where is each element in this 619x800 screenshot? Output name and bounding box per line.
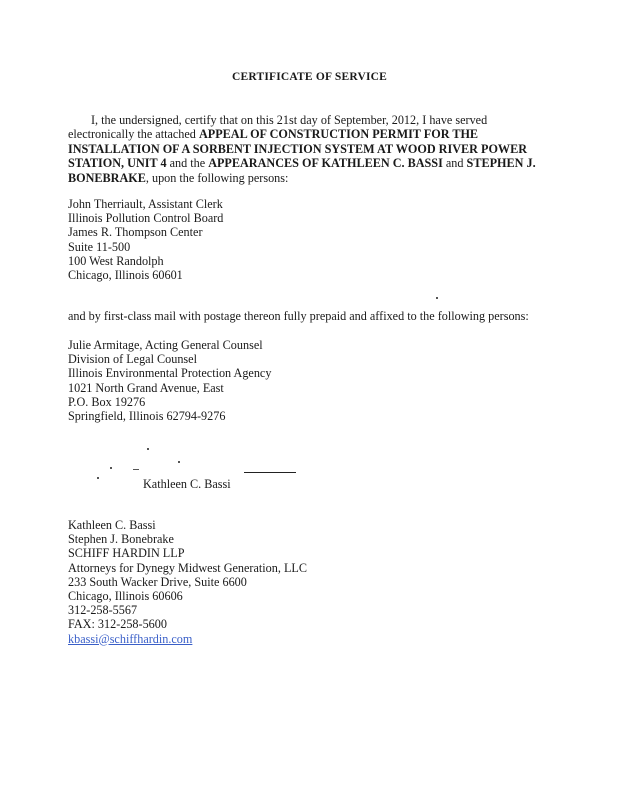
scan-speck — [97, 477, 99, 479]
attorney-line: FAX: 312-258-5600 — [68, 617, 167, 632]
address-line: Illinois Pollution Control Board — [68, 211, 224, 226]
attorney-line: Stephen J. Bonebrake — [68, 532, 174, 547]
intro-appearance-bonebrake: STEPHEN J. BONEBRAKE — [68, 156, 536, 185]
scan-speck — [133, 469, 139, 470]
intro-document-name: APPEAL OF CONSTRUCTION PERMIT FOR THE INSTALLATION OF A SORBENT INJECTION SYSTEM AT WOOD RIVER POWER STATION, UNIT 4 — [68, 127, 528, 171]
scan-speck — [436, 297, 438, 299]
address-line: James R. Thompson Center — [68, 225, 203, 240]
address-line: Illinois Environmental Protection Agency — [68, 366, 272, 381]
scan-speck — [147, 448, 149, 450]
intro-middle: and the — [166, 156, 209, 171]
attorney-line: Attorneys for Dynegy Midwest Generation, LLC — [68, 560, 307, 575]
address-line: 1021 North Grand Avenue, East — [68, 380, 224, 395]
email-link[interactable]: kbassi@schiffhardin.com — [68, 631, 193, 646]
electronic-recipient-address — [68, 197, 223, 282]
certification-paragraph — [68, 113, 538, 185]
intro-and: and — [442, 156, 467, 171]
address-line: P.O. Box 19276 — [68, 394, 146, 409]
address-line: Springfield, Illinois 62794-9276 — [68, 409, 226, 424]
attorney-line: Kathleen C. Bassi — [68, 518, 156, 532]
attorney-line: 233 South Wacker Drive, Suite 6600 — [68, 574, 247, 589]
intro-tail: , upon the following persons: — [145, 170, 289, 185]
attorney-line: 312-258-5567 — [68, 603, 138, 618]
mail-service-note: and by first-class mail with postage thereon fully prepaid and affixed to the following persons: — [68, 309, 529, 323]
address-line: John Therriault, Assistant Clerk — [68, 197, 223, 211]
address-line: Division of Legal Counsel — [68, 352, 197, 367]
signature-name: Kathleen C. Bassi — [143, 477, 231, 491]
intro-lead: I, the undersigned, certify that on this 21st day of September, 2012, I have served electronically the attached — [68, 113, 488, 142]
address-line: Chicago, Illinois 60601 — [68, 268, 183, 283]
certificate-title: CERTIFICATE OF SERVICE — [231, 71, 388, 83]
address-line: Julie Armitage, Acting General Counsel — [68, 338, 263, 352]
intro-appearance-bassi: APPEARANCES OF KATHLEEN C. BASSI — [208, 156, 443, 171]
attorney-signature-block — [68, 518, 307, 646]
mail-recipient-address — [68, 338, 271, 423]
scan-speck — [178, 461, 180, 463]
address-line: Suite 11-500 — [68, 239, 131, 254]
scan-speck — [110, 467, 112, 469]
attorney-line: SCHIFF HARDIN LLP — [68, 546, 185, 561]
signature-line — [244, 472, 296, 473]
attorney-line: Chicago, Illinois 60606 — [68, 589, 183, 604]
address-line: 100 West Randolph — [68, 253, 164, 268]
